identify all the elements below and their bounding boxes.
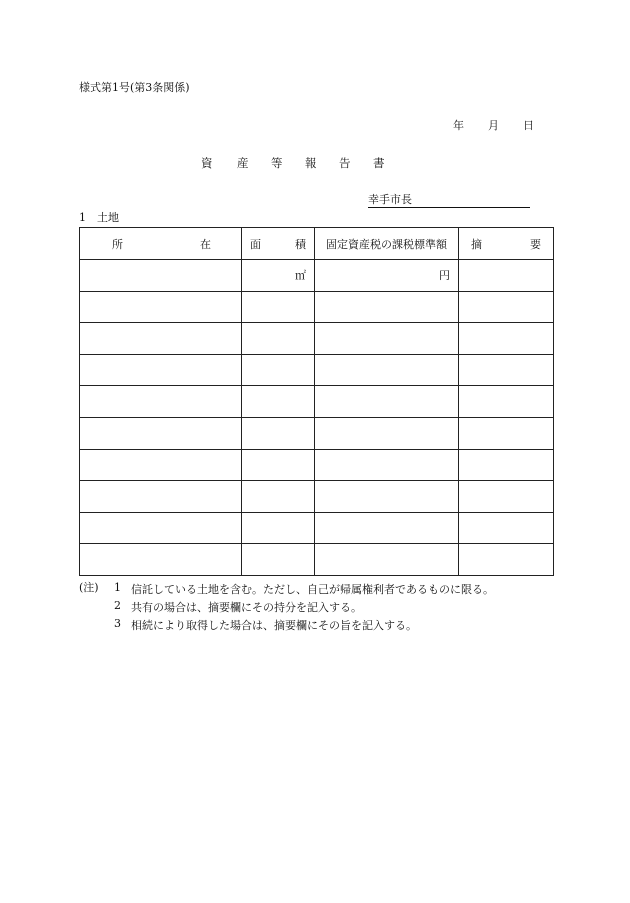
note-item (114, 617, 534, 631)
location-cell[interactable] (80, 323, 242, 355)
table-row (80, 386, 554, 418)
column-header-remarks: 摘 要 (459, 228, 554, 260)
date-day-label: 日 (523, 119, 534, 132)
note-text: 相続により取得した場合は、摘要欄にその旨を記入する。 (131, 619, 417, 632)
location-cell[interactable] (80, 449, 242, 481)
remarks-cell[interactable] (459, 544, 554, 576)
assessed-value-cell[interactable] (315, 449, 459, 481)
title-char: 書 (373, 156, 385, 170)
assessed-value-cell[interactable] (315, 323, 459, 355)
remarks-cell[interactable] (459, 260, 554, 292)
assessed-value-cell[interactable] (315, 354, 459, 386)
table-header-row (80, 228, 554, 260)
form-number: 様式第1号(第3条関係) (79, 81, 190, 94)
area-cell[interactable] (242, 386, 315, 418)
location-cell[interactable] (80, 354, 242, 386)
assessed-value-cell[interactable] (315, 544, 459, 576)
title-char: 告 (339, 156, 351, 170)
assessed-value-cell[interactable] (315, 512, 459, 544)
remarks-cell[interactable] (459, 417, 554, 449)
recipient-name: 幸手市長 (368, 193, 412, 206)
date-year-label: 年 (453, 119, 464, 132)
title-char: 報 (305, 156, 317, 170)
column-header-area: 面 積 (242, 228, 315, 260)
table-row (80, 449, 554, 481)
note-text: 信託している土地を含む。ただし、自己が帰属権利者であるものに限る。 (131, 583, 494, 596)
location-cell[interactable] (80, 481, 242, 513)
area-cell[interactable] (242, 544, 315, 576)
location-cell[interactable] (80, 291, 242, 323)
remarks-cell[interactable] (459, 449, 554, 481)
column-header-assessed-value: 固定資産税の課税標準額 (315, 228, 459, 260)
remarks-cell[interactable] (459, 354, 554, 386)
note-number: 2 (114, 599, 121, 612)
notes-label: (注) (79, 581, 99, 594)
remarks-cell[interactable] (459, 323, 554, 355)
note-text: 共有の場合は、摘要欄にその持分を記入する。 (131, 601, 362, 614)
area-cell[interactable] (242, 417, 315, 449)
table-row (80, 481, 554, 513)
note-number: 3 (114, 617, 121, 630)
area-unit-label: ㎡ (295, 269, 306, 283)
land-table (79, 227, 554, 576)
location-cell[interactable] (80, 417, 242, 449)
table-row (80, 544, 554, 576)
remarks-cell[interactable] (459, 386, 554, 418)
area-cell[interactable] (242, 260, 315, 292)
location-cell[interactable] (80, 386, 242, 418)
table-row (80, 417, 554, 449)
table-row (80, 291, 554, 323)
area-cell[interactable] (242, 512, 315, 544)
table-row (80, 260, 554, 292)
assessed-value-cell[interactable] (315, 291, 459, 323)
area-cell[interactable] (242, 481, 315, 513)
area-cell[interactable] (242, 354, 315, 386)
date-month-label: 月 (488, 119, 499, 132)
column-header-location: 所 在 (80, 228, 242, 260)
section-heading: 1 土地 (79, 211, 119, 224)
location-cell[interactable] (80, 544, 242, 576)
table-row (80, 323, 554, 355)
title-char: 等 (271, 156, 283, 170)
location-cell[interactable] (80, 260, 242, 292)
area-cell[interactable] (242, 449, 315, 481)
title-char: 資 (201, 156, 213, 170)
table-row (80, 354, 554, 386)
assessed-value-cell[interactable] (315, 417, 459, 449)
note-item (114, 581, 534, 595)
note-item (114, 599, 534, 613)
location-cell[interactable] (80, 512, 242, 544)
note-number: 1 (114, 581, 121, 594)
table-row (80, 512, 554, 544)
title-char: 産 (237, 156, 249, 170)
remarks-cell[interactable] (459, 481, 554, 513)
remarks-cell[interactable] (459, 512, 554, 544)
assessed-value-cell[interactable] (315, 481, 459, 513)
area-cell[interactable] (242, 323, 315, 355)
assessed-value-cell[interactable] (315, 386, 459, 418)
remarks-cell[interactable] (459, 291, 554, 323)
yen-unit-label: 円 (439, 269, 450, 283)
recipient-line[interactable] (368, 193, 530, 208)
assessed-value-cell[interactable] (315, 260, 459, 292)
area-cell[interactable] (242, 291, 315, 323)
